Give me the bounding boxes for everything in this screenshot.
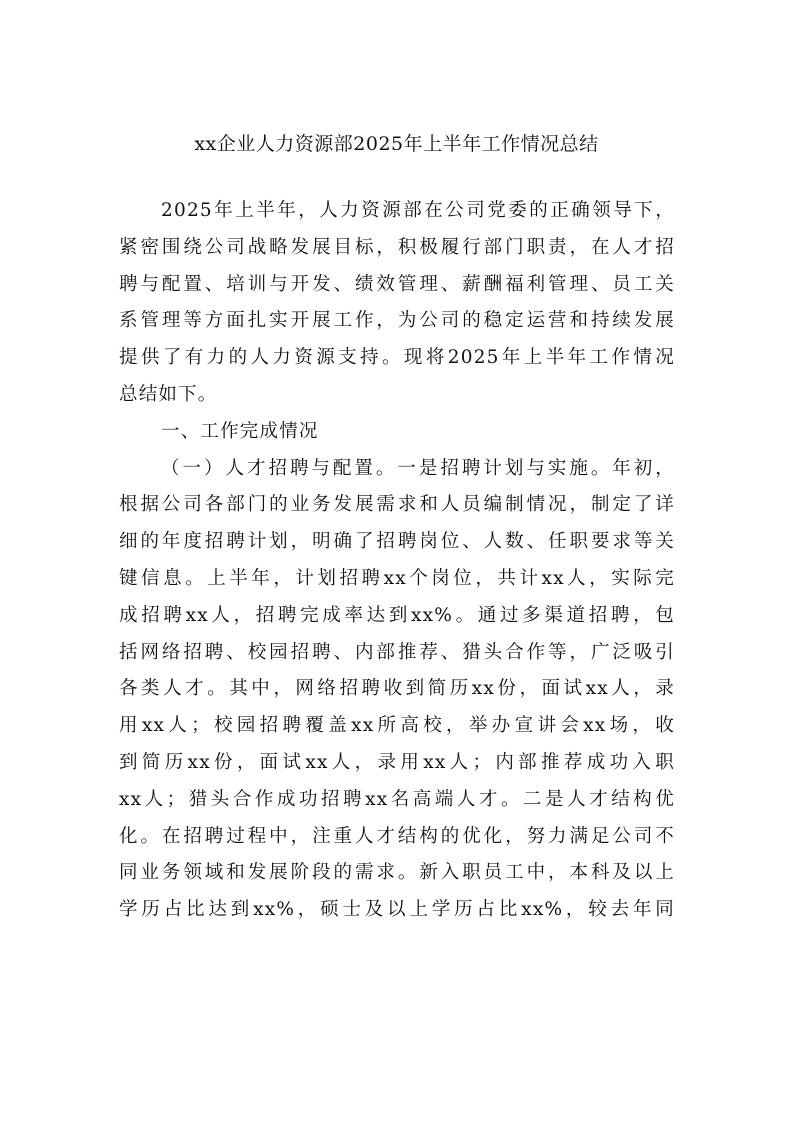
paragraph-line: 同业务领域和发展阶段的需求。新入职员工中，本科及以上 bbox=[119, 862, 675, 884]
paragraph-line: 根据公司各部门的业务发展需求和人员编制情况，制定了详 bbox=[119, 494, 675, 516]
paragraph-line: xx人；猎头合作成功招聘xx名高端人才。二是人才结构优 bbox=[119, 788, 675, 810]
paragraph-line: 到简历xx份，面试xx人，录用xx人；内部推荐成功入职 bbox=[119, 751, 675, 773]
paragraph-line: （一）人才招聘与配置。一是招聘计划与实施。年初， bbox=[161, 457, 675, 479]
paragraph-line: 各类人才。其中，网络招聘收到简历xx份，面试xx人，录 bbox=[119, 678, 675, 700]
paragraph-line: 用xx人；校园招聘覆盖xx所高校，举办宣讲会xx场，收 bbox=[119, 715, 675, 737]
document-body bbox=[119, 193, 675, 929]
paragraph-line: 学历占比达到xx%，硕士及以上学历占比xx%，较去年同 bbox=[119, 899, 675, 921]
paragraph-line: 括网络招聘、校园招聘、内部推荐、猎头合作等，广泛吸引 bbox=[119, 641, 675, 663]
paragraph-line: 提供了有力的人力资源支持。现将2025年上半年工作情况 bbox=[119, 347, 675, 369]
paragraph-line: 化。在招聘过程中，注重人才结构的优化，努力满足公司不 bbox=[119, 825, 675, 847]
paragraph-line: 成招聘xx人，招聘完成率达到xx%。通过多渠道招聘，包 bbox=[119, 604, 675, 626]
paragraph-line: 紧密围绕公司战略发展目标，积极履行部门职责，在人才招 bbox=[119, 236, 675, 258]
paragraph-line: 系管理等方面扎实开展工作，为公司的稳定运营和持续发展 bbox=[119, 310, 675, 332]
document-title: xx企业人力资源部2025年上半年工作情况总结 bbox=[194, 133, 599, 155]
paragraph-line: 聘与配置、培训与开发、绩效管理、薪酬福利管理、员工关 bbox=[119, 273, 675, 295]
paragraph-line: 一、工作完成情况 bbox=[161, 420, 319, 442]
paragraph-line: 细的年度招聘计划，明确了招聘岗位、人数、任职要求等关 bbox=[119, 531, 675, 553]
paragraph-line: 键信息。上半年，计划招聘xx个岗位，共计xx人，实际完 bbox=[119, 567, 675, 589]
paragraph-line: 总结如下。 bbox=[119, 383, 218, 405]
paragraph-line: 2025年上半年，人力资源部在公司党委的正确领导下， bbox=[161, 200, 675, 221]
